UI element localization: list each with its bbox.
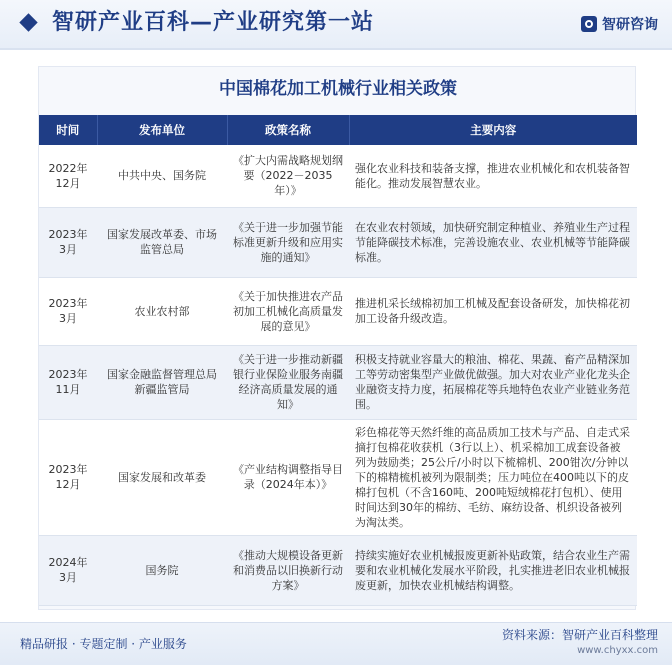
cell-content: 持续实施好农业机械报废更新补贴政策，结合农业生产需要和农业机械化发展水平阶段，扎实推进老旧农业机械报废更新，加快农业机械结构调整。 (349, 535, 637, 605)
cell-policy: 《关于加快推进农产品初加工机械化高质量发展的意见》 (227, 277, 349, 345)
table-row (39, 345, 637, 419)
cell-policy: 《关于进一步推动新疆银行业保险业服务南疆经济高质量发展的通知》 (227, 345, 349, 419)
table-row (39, 145, 637, 207)
cell-policy: 《关于进一步加强节能标准更新升级和应用实施的通知》 (227, 207, 349, 277)
brand-name: 智研咨询 (602, 17, 658, 33)
table-row (39, 207, 637, 277)
cell-issuer: 国家发展和改革委 (97, 419, 227, 535)
table-row (39, 277, 637, 345)
cell-issuer: 国家金融监督管理总局新疆监管局 (97, 345, 227, 419)
cell-time: 2023年 3月 (39, 277, 97, 345)
table-row (39, 419, 637, 535)
cell-policy: 《扩大内需战略规划纲要（2022－2035年）》 (227, 145, 349, 207)
brand-logo-icon (581, 16, 597, 32)
cell-policy: 《推动大规模设备更新和消费品以旧换新行动方案》 (227, 535, 349, 605)
footer-bar (0, 622, 672, 665)
policy-table (39, 115, 637, 606)
cell-content: 积极支持就业容量大的粮油、棉花、果蔬、畜产品精深加工等劳动密集型产业做优做强。加大对农业产业化龙头企业融资支持力度，拓展棉花等兵地特色农业产业链业务范围。 (349, 345, 637, 419)
column-header-issuer: 发布单位 (97, 115, 227, 145)
column-header-time: 时间 (39, 115, 97, 145)
footer-source-group (502, 627, 658, 658)
diamond-icon (19, 13, 37, 31)
site-title: 智研产业百科—产业研究第一站 (52, 10, 375, 35)
cell-issuer: 农业农村部 (97, 277, 227, 345)
cell-time: 2023年 11月 (39, 345, 97, 419)
column-header-policy: 政策名称 (227, 115, 349, 145)
top-header-bar (0, 0, 672, 50)
cell-content: 强化农业科技和装备支撑，推进农业机械化和农机装备智能化。推动发展智慧农业。 (349, 145, 637, 207)
cell-issuer: 国家发展改革委、市场监管总局 (97, 207, 227, 277)
policy-card (38, 66, 636, 610)
cell-time: 2023年 3月 (39, 207, 97, 277)
cell-policy: 《产业结构调整指导目录（2024年本）》 (227, 419, 349, 535)
cell-content: 彩色棉花等天然纤维的高品质加工技术与产品、自走式采摘打包棉花收获机（3行以上）、机采棉加工成套设备被列为鼓励类；25公斤/小时以下梳棉机、200钳次/分钟以下的棉精梳机被列为限制类；压力吨位在400吨以下的皮棉打包机（不含160吨、200吨短绒棉花打包机）、使用时间达到30年的棉纺、毛纺、麻纺设备、机织设备被列为淘汰类。 (349, 419, 637, 535)
cell-time: 2022年 12月 (39, 145, 97, 207)
cell-issuer: 中共中央、国务院 (97, 145, 227, 207)
table-title: 中国棉花加工机械行业相关政策 (219, 79, 457, 99)
cell-content: 在农业农村领域，加快研究制定种植业、养殖业生产过程节能降碳技术标准，完善设施农业、农业机械等节能降碳标准。 (349, 207, 637, 277)
table-row (39, 535, 637, 605)
cell-time: 2024年 3月 (39, 535, 97, 605)
cell-content: 推进机采长绒棉初加工机械及配套设备研发，加快棉花初加工设备升级改造。 (349, 277, 637, 345)
table-header-row (39, 115, 637, 145)
brand-logo-group[interactable] (581, 14, 658, 34)
cell-issuer: 国务院 (97, 535, 227, 605)
source-note: 资料来源：智研产业百科整理 (501, 628, 658, 642)
cell-time: 2023年 12月 (39, 419, 97, 535)
footer-services: 精品研报 · 专题定制 · 产业服务 (20, 637, 187, 651)
website-link[interactable]: www.chyxx.com (577, 645, 658, 656)
column-header-content: 主要内容 (349, 115, 637, 145)
